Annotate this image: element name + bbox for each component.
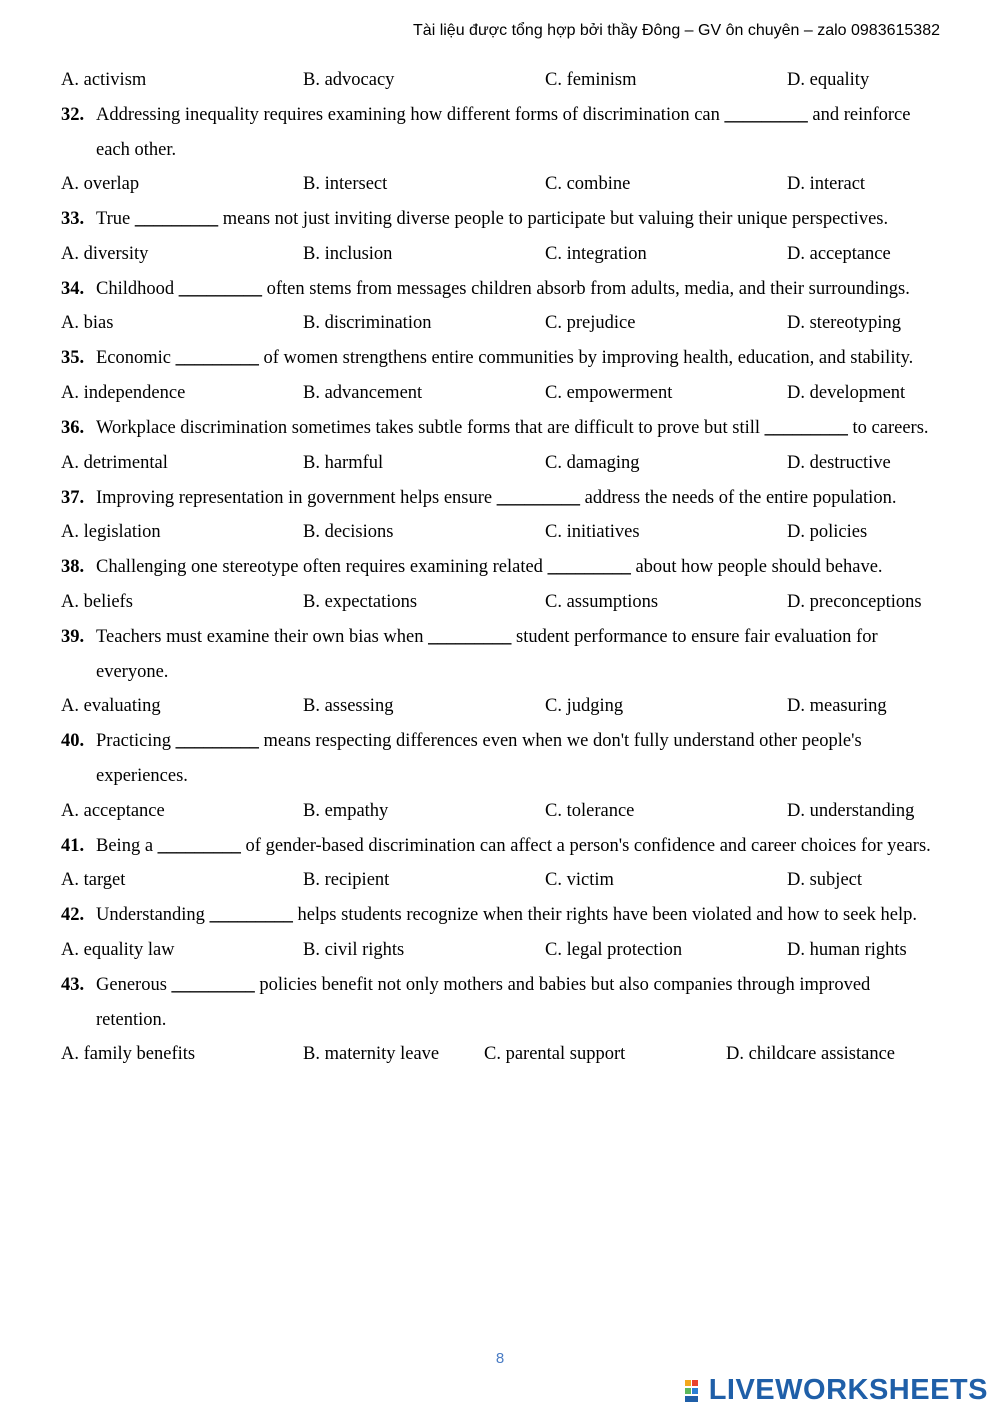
answer-options	[61, 1037, 941, 1072]
question-text	[61, 829, 941, 864]
question-stem-start: Being a	[96, 835, 158, 856]
option-c: C. legal protection	[545, 939, 683, 960]
answer-options	[61, 585, 941, 620]
answer-options	[61, 794, 941, 829]
option-d: D. preconceptions	[787, 591, 922, 612]
answer-options	[61, 863, 941, 898]
question-item	[61, 550, 941, 620]
question-number: 34.	[61, 278, 85, 299]
liveworksheets-icon	[684, 1378, 706, 1404]
option-a: A. family benefits	[61, 1044, 196, 1065]
worksheet-content	[61, 63, 941, 1072]
answer-options	[61, 933, 941, 968]
question-stem-end: to careers.	[847, 417, 929, 438]
option-b: B. advocacy	[303, 69, 395, 90]
option-d: D. policies	[787, 522, 868, 543]
option-d: D. understanding	[787, 800, 915, 821]
question-list	[61, 98, 941, 1072]
question-item	[61, 968, 941, 1072]
option-d: D. interact	[787, 174, 866, 195]
question-stem-end: policies benefit not only mothers and babies but also companies through improved retention.	[96, 974, 871, 1030]
option-c: C. initiatives	[545, 522, 640, 543]
option-d: D. acceptance	[787, 243, 891, 264]
question-stem-end: means not just inviting diverse people to participate but valuing their unique perspectives.	[218, 209, 889, 230]
option-b: B. discrimination	[303, 313, 432, 334]
question-number: 37.	[61, 487, 85, 508]
question-item	[61, 411, 941, 481]
question-stem-start: Addressing inequality requires examining how different forms of discrimination can	[96, 104, 725, 125]
answer-options	[61, 167, 941, 202]
question-number: 39.	[61, 626, 85, 647]
option-b: B. empathy	[303, 800, 389, 821]
option-b: B. decisions	[303, 522, 394, 543]
option-c: C. integration	[545, 243, 647, 264]
option-a: A. evaluating	[61, 696, 161, 717]
answer-options	[61, 376, 941, 411]
option-a: A. independence	[61, 383, 186, 404]
question-stem-end: of gender-based discrimination can affect a person's confidence and career choices for years.	[240, 835, 931, 856]
question-number: 36.	[61, 417, 85, 438]
option-b: B. harmful	[303, 452, 384, 473]
question-stem-start: Workplace discrimination sometimes takes subtle forms that are difficult to prove but still	[96, 417, 765, 438]
option-b: B. assessing	[303, 696, 394, 717]
option-c: C. victim	[545, 870, 614, 891]
question-item	[61, 829, 941, 899]
option-c: C. parental support	[484, 1044, 626, 1065]
answer-blank[interactable]: _________	[209, 905, 293, 926]
logo-text: LIVEWORKSHEETS	[708, 1374, 988, 1406]
option-c: C. feminism	[545, 69, 637, 90]
option-a: A. bias	[61, 313, 114, 334]
question-stem-start: Childhood	[96, 278, 179, 299]
answer-blank[interactable]: _________	[175, 731, 259, 752]
option-d: D. stereotyping	[787, 313, 902, 334]
question-stem-start: Teachers must examine their own bias when	[96, 626, 429, 647]
option-b: B. recipient	[303, 870, 390, 891]
question-stem-start: Challenging one stereotype often requires examining related	[96, 557, 548, 578]
question-number: 43.	[61, 974, 85, 995]
question-stem-start: Economic	[96, 348, 176, 369]
option-d: D. childcare assistance	[726, 1044, 895, 1065]
question-stem-start: Practicing	[96, 731, 176, 752]
question-text	[61, 411, 941, 446]
question-stem-end: and reinforce each other.	[96, 104, 911, 160]
option-a: A. detrimental	[61, 452, 168, 473]
question-item	[61, 898, 941, 968]
question-text	[61, 724, 941, 794]
option-c: C. prejudice	[545, 313, 636, 334]
option-c: C. combine	[545, 174, 631, 195]
question-text	[61, 341, 941, 376]
question-stem-start: Understanding	[96, 905, 210, 926]
question-text	[61, 550, 941, 585]
answer-blank[interactable]: _________	[724, 104, 808, 125]
question-stem-start: Generous	[96, 974, 172, 995]
option-a: A. acceptance	[61, 800, 165, 821]
option-d: D. measuring	[787, 696, 887, 717]
question-text	[61, 968, 941, 1038]
question-number: 35.	[61, 348, 85, 369]
page-number: 8	[495, 1350, 505, 1367]
option-c: C. tolerance	[545, 800, 635, 821]
option-b: B. intersect	[303, 174, 388, 195]
answer-blank[interactable]: _________	[134, 209, 219, 230]
question-stem-end: student performance to ensure fair evaluation for everyone.	[96, 626, 878, 682]
question-item	[61, 341, 941, 411]
option-a: A. beliefs	[61, 591, 133, 612]
option-b: B. advancement	[303, 383, 423, 404]
answer-options	[61, 446, 941, 481]
option-a: A. activism	[61, 69, 147, 90]
question-text	[61, 202, 941, 237]
option-a: A. overlap	[61, 174, 140, 195]
answer-blank[interactable]: _________	[178, 278, 262, 299]
answer-blank[interactable]: _________	[496, 487, 580, 508]
question-number: 38.	[61, 557, 85, 578]
question-number: 33.	[61, 209, 85, 230]
question-item	[61, 620, 941, 724]
option-a: A. legislation	[61, 522, 161, 543]
answer-options	[61, 237, 941, 272]
liveworksheets-logo	[684, 1374, 988, 1407]
page-header: Tài liệu được tổng hợp bởi thầy Đông – GV ôn chuyên – zalo 0983615382	[413, 22, 940, 39]
question-text	[61, 481, 941, 516]
option-d: D. destructive	[787, 452, 891, 473]
question-text	[61, 620, 941, 690]
question-stem-start: Improving representation in government helps ensure	[96, 487, 497, 508]
question-stem-end: about how people should behave.	[630, 557, 883, 578]
answer-blank[interactable]: _________	[428, 626, 512, 647]
option-b: B. expectations	[303, 591, 418, 612]
option-a: A. diversity	[61, 243, 149, 264]
question-number: 41.	[61, 835, 85, 856]
question-text	[61, 98, 941, 168]
question-item	[61, 202, 941, 272]
option-d: D. subject	[787, 870, 863, 891]
question-item	[61, 481, 941, 551]
question-stem-end: often stems from messages children absorb from adults, media, and their surroundings.	[262, 278, 910, 299]
option-c: C. judging	[545, 696, 624, 717]
answer-blank[interactable]: _________	[157, 835, 241, 856]
option-d: D. human rights	[787, 939, 907, 960]
answer-options	[61, 515, 941, 550]
option-b: B. civil rights	[303, 939, 405, 960]
option-b: B. maternity leave	[303, 1044, 440, 1065]
option-c: C. empowerment	[545, 383, 673, 404]
question-number: 40.	[61, 731, 85, 752]
option-c: C. damaging	[545, 452, 640, 473]
answer-options	[61, 63, 941, 98]
question-number: 42.	[61, 905, 85, 926]
answer-options	[61, 307, 941, 342]
option-d: D. equality	[787, 69, 870, 90]
question-item	[61, 724, 941, 828]
answer-blank[interactable]: _________	[547, 557, 631, 578]
option-c: C. assumptions	[545, 591, 659, 612]
option-b: B. inclusion	[303, 243, 393, 264]
question-text	[61, 898, 941, 933]
question-stem-end: of women strengthens entire communities by improving health, education, and stability.	[258, 348, 914, 369]
question-stem-end: means respecting differences even when we don't fully understand other people's experiences.	[96, 731, 862, 786]
option-a: A. equality law	[61, 939, 175, 960]
question-number: 32.	[61, 104, 85, 125]
question-text	[61, 272, 941, 307]
question-item	[61, 272, 941, 342]
answer-options	[61, 689, 941, 724]
answer-blank[interactable]: _________	[175, 348, 259, 369]
option-a: A. target	[61, 870, 126, 891]
question-item	[61, 98, 941, 202]
answer-blank[interactable]: _________	[764, 417, 848, 438]
question-stem-end: address the needs of the entire population.	[579, 487, 897, 508]
option-d: D. development	[787, 383, 906, 404]
answer-blank[interactable]: _________	[171, 974, 255, 995]
question-stem-start: True	[96, 209, 135, 230]
question-stem-end: helps students recognize when their rights have been violated and how to seek help.	[292, 905, 918, 926]
